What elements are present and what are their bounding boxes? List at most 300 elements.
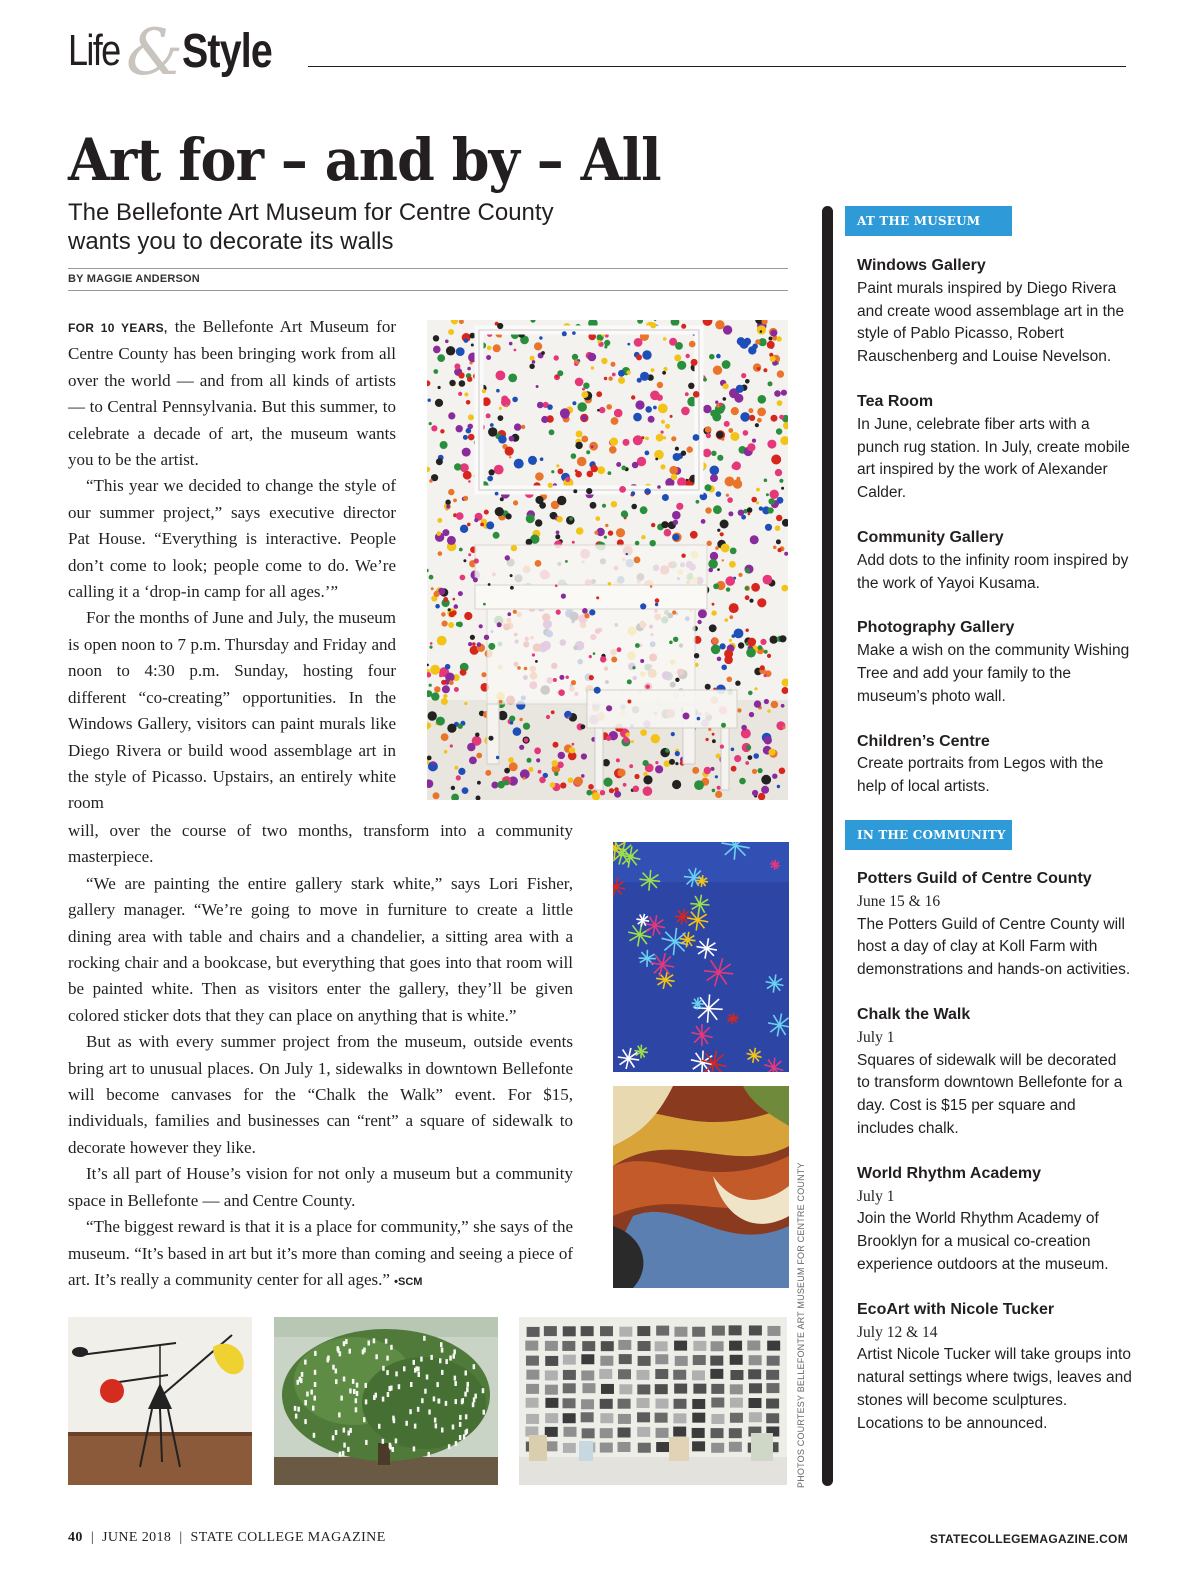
wish-tag [382, 1397, 385, 1402]
sticker-dot [663, 367, 667, 371]
sticker-dot [453, 499, 457, 503]
sticker-dot [731, 407, 739, 415]
sticker-dot [587, 471, 594, 478]
list-item [857, 255, 1132, 369]
sticker-dot [573, 489, 577, 493]
sticker-dot [720, 520, 729, 529]
sticker-dot [737, 708, 741, 712]
sticker-dot [777, 497, 784, 504]
sticker-dot [677, 361, 686, 370]
event-title: Photography Gallery [857, 619, 1015, 637]
sticker-dot [745, 595, 750, 600]
wall-photo [562, 1341, 575, 1351]
wish-tag [466, 1387, 469, 1392]
sticker-dot [708, 568, 713, 573]
sticker-dot [474, 518, 478, 522]
wall-photo [636, 1370, 649, 1380]
event-date: July 12 & 14 [857, 1323, 938, 1341]
sticker-dot [672, 610, 676, 614]
sticker-dot [535, 519, 542, 526]
sticker-dot [655, 598, 660, 603]
sticker-dot [539, 502, 546, 509]
sticker-dot [616, 528, 625, 537]
sticker-dot [581, 415, 587, 421]
sticker-dot [651, 523, 655, 527]
wall-photo [600, 1356, 613, 1366]
sticker-dot [758, 793, 765, 800]
sticker-dot [651, 368, 655, 372]
wish-tag [382, 1439, 385, 1444]
sticker-dot [693, 391, 700, 398]
wish-tag [297, 1407, 300, 1412]
sticker-dot [696, 500, 700, 504]
sticker-dot [717, 529, 720, 532]
sticker-dot [728, 428, 733, 433]
sticker-dot [438, 551, 443, 556]
sticker-dot [569, 747, 575, 753]
sticker-dot [486, 521, 494, 529]
wall-photo [692, 1327, 705, 1337]
wall-photo [563, 1370, 576, 1380]
sticker-dot [509, 716, 515, 722]
sticker-dot [760, 330, 763, 333]
sticker-dot [572, 401, 576, 405]
sticker-dot [488, 643, 495, 650]
sticker-dot [464, 339, 468, 343]
sidebar-community-list [857, 868, 1132, 1458]
sticker-dot [748, 691, 753, 696]
sticker-dot [683, 713, 690, 720]
wish-tag [386, 1370, 389, 1375]
sticker-dot [463, 471, 472, 480]
sticker-dot [643, 786, 653, 796]
sticker-dot [509, 762, 518, 771]
wall-photo [581, 1370, 594, 1380]
sticker-dot [493, 344, 501, 352]
sticker-dot [721, 438, 724, 441]
sticker-dot [565, 560, 568, 563]
sticker-dot [640, 659, 644, 663]
paragraph-text: the Bellefonte Art Museum for Centre County has been bringing work from all over the world — and from all kinds of artists — to Central Pennsylvania. But this summer, to celebrate a decade of art, the museum wants you to be the artist. [68, 317, 396, 470]
sticker-dot [456, 425, 463, 432]
sticker-dot [675, 678, 679, 682]
sticker-dot [604, 377, 607, 380]
sticker-dot [717, 455, 723, 461]
sticker-dot [676, 503, 683, 510]
sticker-dot [706, 738, 709, 741]
wish-tag [461, 1399, 464, 1404]
sticker-dot [441, 733, 449, 741]
wish-tag [449, 1356, 452, 1361]
sticker-dot [456, 347, 465, 356]
sticker-dot [597, 466, 605, 474]
sticker-dot [664, 529, 672, 537]
sticker-dot [471, 344, 474, 347]
wall-photo [600, 1428, 613, 1438]
sticker-dot [552, 760, 559, 767]
sticker-dot [633, 786, 640, 793]
wall-photo [581, 1326, 594, 1336]
sticker-dot [753, 363, 761, 371]
sticker-dot [524, 667, 528, 671]
wish-tag [482, 1388, 485, 1393]
sticker-dot [454, 766, 458, 770]
sticker-dot [749, 712, 754, 717]
wall-photo [582, 1383, 595, 1393]
deck-line: wants you to decorate its walls [68, 228, 394, 255]
sticker-dot [634, 557, 641, 564]
sticker-dot [670, 415, 673, 418]
sticker-dot [547, 404, 553, 410]
sticker-dot [687, 446, 693, 452]
wall-photo [692, 1441, 705, 1451]
wall-photo [749, 1355, 762, 1365]
event-description: Add dots to the infinity room inspired by the work of Yayoi Kusama. [857, 551, 1129, 592]
article-deck [68, 198, 628, 256]
sticker-dot [431, 692, 439, 700]
sticker-dot [497, 323, 503, 329]
sticker-dot [735, 681, 740, 686]
wish-tag [395, 1371, 398, 1376]
article-paragraph: “This year we decided to change the style of our summer project,” says executive director Pat House. “Everything is interactive. People don’t come to look; people come to do. We’re calling it a ‘drop-in camp for all ages.’” [68, 476, 396, 602]
sticker-dot [458, 591, 463, 596]
wish-tag [392, 1416, 395, 1421]
sticker-dot [535, 660, 538, 663]
sticker-dot [776, 428, 782, 434]
wall-photo [526, 1414, 539, 1424]
sticker-dot [497, 622, 502, 627]
sticker-dot [627, 700, 631, 704]
sticker-dot [557, 496, 566, 505]
sticker-dot [553, 742, 559, 748]
wall-photo [673, 1427, 686, 1437]
sticker-dot [751, 497, 757, 503]
wall-photo [674, 1399, 687, 1409]
sticker-dot [428, 711, 437, 720]
sticker-dot [443, 597, 448, 602]
sticker-dot [521, 425, 525, 429]
sticker-dot [519, 718, 522, 721]
wish-tag [413, 1446, 416, 1451]
wish-tag [445, 1401, 448, 1406]
sticker-dot [445, 340, 449, 344]
sticker-dot [586, 790, 592, 796]
wish-tag [335, 1430, 338, 1435]
sticker-dot [618, 370, 625, 377]
wish-tag [395, 1438, 398, 1443]
sticker-dot [462, 448, 471, 457]
sticker-dot [609, 788, 614, 793]
sticker-dot [661, 420, 665, 424]
sticker-dot [674, 354, 681, 361]
wish-tag [405, 1421, 408, 1426]
sticker-dot [526, 514, 535, 523]
sticker-dot [712, 789, 716, 793]
sticker-dot [748, 346, 756, 354]
wish-tag [465, 1414, 468, 1419]
sticker-dot [435, 399, 443, 407]
sticker-dot [686, 354, 690, 358]
photo-star-mural [613, 842, 789, 1072]
wall-photo [581, 1354, 594, 1364]
sticker-dot [663, 337, 667, 341]
sticker-dot [511, 545, 517, 551]
wall-photo [544, 1326, 557, 1336]
sticker-dot [437, 531, 442, 536]
sticker-dot [703, 405, 712, 414]
wall-photo [673, 1370, 686, 1380]
sticker-dot [595, 516, 600, 521]
wall-photo [619, 1354, 632, 1364]
sticker-dot [721, 723, 726, 728]
wish-tag [389, 1443, 392, 1448]
sticker-dot [442, 685, 450, 693]
sticker-dot [581, 436, 588, 443]
wish-tag [418, 1372, 421, 1377]
article-body-column-1 [68, 314, 396, 817]
sticker-dot [768, 381, 773, 386]
wall-photo [601, 1341, 614, 1351]
sticker-dot [614, 409, 623, 418]
wish-tag [343, 1341, 346, 1346]
wish-tag [472, 1402, 475, 1407]
wall-photo [526, 1384, 539, 1394]
wish-tag [348, 1431, 351, 1436]
wall-photo [637, 1384, 650, 1394]
byline-divider [68, 268, 788, 269]
wish-tag [314, 1370, 317, 1375]
wish-tag [455, 1399, 458, 1404]
sticker-dot [568, 777, 574, 783]
wall-photo [673, 1413, 686, 1423]
sticker-dot [710, 474, 718, 482]
sticker-dot [489, 469, 495, 475]
sticker-dot [608, 376, 612, 380]
wall-photo [693, 1384, 706, 1394]
wall-photo [618, 1340, 631, 1350]
sticker-dot [716, 754, 721, 759]
sticker-dot [767, 654, 771, 658]
sticker-dot [527, 758, 532, 763]
sticker-dot [657, 485, 661, 489]
sticker-dot [486, 413, 491, 418]
wall-photo [748, 1398, 761, 1408]
wall-photo [637, 1398, 650, 1408]
wall-photo [729, 1341, 742, 1351]
sticker-dot [761, 786, 769, 794]
sticker-dot [669, 641, 673, 645]
sticker-dot [549, 429, 555, 435]
sticker-dot [485, 770, 491, 776]
sticker-dot [598, 340, 601, 343]
sticker-dot [775, 525, 781, 531]
sticker-dot [650, 585, 653, 588]
sticker-dot [751, 583, 760, 592]
sticker-dot [588, 353, 597, 362]
sticker-dot [445, 500, 450, 505]
sticker-dot [434, 686, 440, 692]
sticker-dot [523, 723, 530, 730]
sticker-dot [604, 340, 610, 346]
sticker-dot [731, 748, 735, 752]
photo-wall-illustration [519, 1317, 787, 1485]
wish-tag [313, 1433, 316, 1438]
sticker-dot [661, 431, 664, 434]
wall-photo [637, 1412, 650, 1422]
sticker-dot [640, 729, 647, 736]
sticker-dot [436, 717, 445, 726]
wish-tag [448, 1444, 451, 1449]
sticker-dot [686, 479, 688, 481]
wish-tag [352, 1379, 355, 1384]
list-item [857, 527, 1132, 595]
sticker-dot [681, 451, 686, 456]
sticker-dot [741, 725, 747, 731]
sticker-dot [635, 643, 640, 648]
sticker-dot [716, 431, 723, 438]
sticker-dot [444, 750, 448, 754]
sticker-dot [550, 782, 556, 788]
sticker-dot [626, 553, 628, 555]
wish-tag [474, 1394, 477, 1399]
sticker-dot [646, 493, 648, 495]
sticker-dot [635, 400, 644, 409]
sticker-dot [488, 427, 497, 436]
sticker-dot [462, 787, 469, 794]
sidebar-tag-museum: AT THE MUSEUM [845, 206, 1012, 236]
article-paragraph: For the months of June and July, the museum is open noon to 7 p.m. Thursday and Friday and noon to 4:30 p.m. Sunday, hosting four different “co-creating” opportunities. In the Windows Gallery, visitors can paint murals like Diego Rivera or build wood assemblage art in the style of Picasso. Upstairs, an entirely white room [68, 608, 396, 813]
wall-photo [526, 1356, 539, 1366]
sticker-dot [528, 767, 533, 772]
sticker-dot [477, 642, 482, 647]
sticker-dot [770, 636, 778, 644]
sticker-dot [691, 359, 698, 366]
sticker-dot [757, 325, 766, 334]
sticker-dot [771, 415, 778, 422]
sticker-dot [632, 666, 635, 669]
sticker-dot [715, 791, 722, 798]
wish-tag [338, 1412, 341, 1417]
sticker-dot [757, 408, 766, 417]
sticker-dot [494, 465, 504, 475]
sticker-dot [771, 455, 781, 465]
wish-tag [453, 1349, 456, 1354]
sticker-dot [568, 716, 570, 718]
wish-tag [414, 1424, 417, 1429]
sticker-dot [657, 382, 663, 388]
wish-tag [417, 1367, 420, 1372]
wish-tag [403, 1366, 406, 1371]
wall-photo [582, 1428, 595, 1438]
sticker-dot [627, 679, 632, 684]
wish-tag [304, 1419, 307, 1424]
end-mark: •SCM [394, 1275, 423, 1288]
list-item [857, 1163, 1132, 1277]
sticker-dot [430, 665, 440, 675]
sticker-dot [440, 441, 448, 449]
sticker-dot [575, 378, 584, 387]
wall-photo [692, 1413, 705, 1423]
wall-photo [730, 1355, 743, 1365]
wall-photo [600, 1399, 613, 1409]
sticker-dot [470, 333, 476, 339]
sticker-dot [571, 680, 576, 685]
event-description: Make a wish on the community Wishing Tree and add your family to the museum’s photo wall. [857, 642, 1130, 705]
sticker-dot [633, 413, 642, 422]
wish-tag [441, 1370, 444, 1375]
sticker-dot [616, 462, 621, 467]
sticker-dot [641, 535, 645, 539]
wall-photo [637, 1427, 650, 1437]
sticker-dot [748, 638, 757, 647]
sticker-dot [645, 451, 650, 456]
sticker-dot [697, 717, 701, 721]
wish-tag [335, 1379, 338, 1384]
sticker-dot [605, 524, 608, 527]
wall-photo [711, 1443, 724, 1453]
sticker-dot [458, 392, 462, 396]
sticker-dot [764, 479, 768, 483]
wall-photo [748, 1369, 761, 1379]
wish-tag [464, 1392, 467, 1397]
wish-tag [349, 1389, 352, 1394]
sticker-dot [449, 380, 455, 386]
sticker-dot [433, 346, 441, 354]
sticker-dot [650, 322, 656, 328]
sticker-dot [697, 620, 701, 624]
sticker-dot [557, 370, 563, 376]
sticker-dot [646, 685, 650, 689]
wish-tag [426, 1375, 429, 1380]
sticker-dot [590, 502, 597, 509]
sticker-dot [675, 751, 680, 756]
sticker-dot [631, 491, 635, 495]
wall-photo [563, 1383, 576, 1393]
article-paragraph: But as with every summer project from the museum, outside events bring art to unusual places. On July 1, sidewalks in downtown Bellefonte will become canvases for the “Chalk the Walk” event. For $15, individuals, families and businesses can “rent” a square of sidewalk to decorate however they like. [68, 1032, 573, 1157]
sticker-dot [635, 541, 640, 546]
sticker-dot [541, 416, 548, 423]
sticker-dot [770, 490, 779, 499]
wall-photo [656, 1428, 669, 1438]
sticker-dot [551, 710, 555, 714]
sticker-dot [586, 450, 590, 454]
sticker-dot [706, 433, 711, 438]
sticker-dot [692, 767, 699, 774]
sticker-dot [473, 577, 478, 582]
sticker-dot [619, 486, 626, 493]
sticker-dot [576, 431, 583, 438]
sticker-dot [772, 774, 777, 779]
sticker-dot [566, 676, 569, 679]
sticker-dot [558, 752, 565, 759]
sticker-dot [588, 784, 594, 790]
wish-tag [428, 1410, 431, 1415]
sticker-dot [720, 643, 726, 649]
sticker-dot [712, 733, 715, 736]
sticker-dot [517, 666, 521, 670]
sticker-dot [616, 758, 620, 762]
wall-photo [637, 1326, 650, 1336]
sticker-dot [746, 745, 751, 750]
wish-tag [453, 1354, 456, 1359]
event-title: Potters Guild of Centre County [857, 870, 1092, 887]
section-header [68, 16, 1128, 90]
sticker-dot [661, 521, 668, 528]
sticker-dot [495, 507, 504, 516]
list-item [857, 617, 1132, 708]
sticker-dot [729, 561, 736, 568]
sticker-dot [510, 574, 513, 577]
